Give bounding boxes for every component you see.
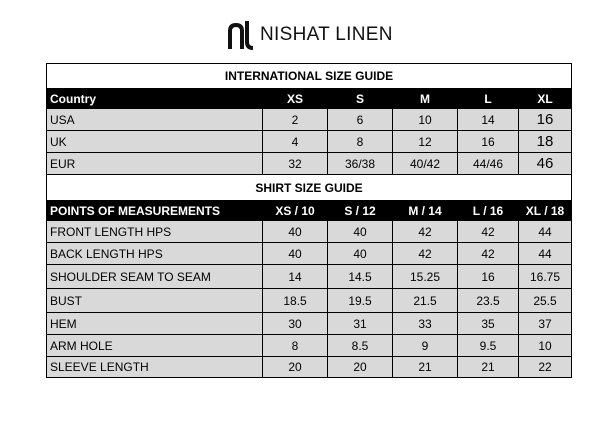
table-cell: 14 [458, 109, 519, 131]
brand-name: NISHAT LINEN [260, 24, 393, 45]
header-cell: XL / 18 [519, 201, 572, 221]
table-cell: 8 [328, 131, 393, 153]
nishat-linen-logo-mark-icon [228, 20, 256, 50]
international-header-row [47, 89, 572, 109]
row-label: HEM [47, 313, 263, 335]
table-cell: 2 [263, 109, 328, 131]
table-cell: 8.5 [328, 335, 393, 357]
table-cell: 21 [458, 357, 519, 378]
table-row [47, 109, 572, 131]
row-label: SHOULDER SEAM TO SEAM [47, 265, 263, 289]
table-cell: 20 [263, 357, 328, 378]
table-cell: 42 [458, 221, 519, 243]
table-cell: 18.5 [263, 289, 328, 313]
table-cell: 19.5 [328, 289, 393, 313]
table-cell: 32 [263, 153, 328, 175]
table-cell: 36/38 [328, 153, 393, 175]
table-cell: 23.5 [458, 289, 519, 313]
header-cell: S [328, 89, 393, 109]
brand-logo [228, 20, 393, 50]
row-label: UK [47, 131, 263, 153]
table-cell: 31 [328, 313, 393, 335]
table-cell: 8 [263, 335, 328, 357]
table-cell: 21.5 [393, 289, 458, 313]
header-cell: XL [519, 89, 572, 109]
row-label: EUR [47, 153, 263, 175]
table-cell: 10 [519, 335, 572, 357]
table-cell: 40/42 [393, 153, 458, 175]
header-cell: M / 14 [393, 201, 458, 221]
table-cell: 16 [458, 131, 519, 153]
table-cell: 16 [519, 109, 572, 131]
header-cell: L / 16 [458, 201, 519, 221]
table-cell: 14 [263, 265, 328, 289]
table-cell: 16 [458, 265, 519, 289]
shirt-header-row [47, 201, 572, 221]
shirt-title-row [47, 175, 572, 201]
table-cell: 40 [263, 221, 328, 243]
row-label: BUST [47, 289, 263, 313]
table-cell: 33 [393, 313, 458, 335]
header-cell: XS / 10 [263, 201, 328, 221]
table-cell: 21 [393, 357, 458, 378]
table-cell: 15.25 [393, 265, 458, 289]
table-row [47, 265, 572, 289]
table-cell: 42 [458, 243, 519, 265]
table-row [47, 357, 572, 378]
table-cell: 25.5 [519, 289, 572, 313]
table-cell: 40 [328, 243, 393, 265]
header-cell: M [393, 89, 458, 109]
row-label: ARM HOLE [47, 335, 263, 357]
header-cell: L [458, 89, 519, 109]
table-cell: 9 [393, 335, 458, 357]
table-cell: 42 [393, 221, 458, 243]
table-row [47, 153, 572, 175]
table-cell: 30 [263, 313, 328, 335]
header-cell: Country [47, 89, 263, 109]
table-cell: 42 [393, 243, 458, 265]
table-cell: 10 [393, 109, 458, 131]
table-row [47, 221, 572, 243]
header-cell: S / 12 [328, 201, 393, 221]
table-cell: 44/46 [458, 153, 519, 175]
table-cell: 9.5 [458, 335, 519, 357]
table-cell: 12 [393, 131, 458, 153]
table-row [47, 313, 572, 335]
table-cell: 22 [519, 357, 572, 378]
table-cell: 35 [458, 313, 519, 335]
table-cell: 18 [519, 131, 572, 153]
table-cell: 37 [519, 313, 572, 335]
table-cell: 16.75 [519, 265, 572, 289]
international-title-row [47, 64, 572, 89]
table-cell: 14.5 [328, 265, 393, 289]
table-row [47, 335, 572, 357]
table-cell: 6 [328, 109, 393, 131]
international-title: INTERNATIONAL SIZE GUIDE [47, 64, 572, 89]
shirt-title: SHIRT SIZE GUIDE [47, 175, 572, 201]
table-cell: 20 [328, 357, 393, 378]
row-label: USA [47, 109, 263, 131]
row-label: BACK LENGTH HPS [47, 243, 263, 265]
header-cell: XS [263, 89, 328, 109]
table-cell: 40 [328, 221, 393, 243]
row-label: SLEEVE LENGTH [47, 357, 263, 378]
table-cell: 44 [519, 221, 572, 243]
table-cell: 46 [519, 153, 572, 175]
table-row [47, 131, 572, 153]
table-cell: 4 [263, 131, 328, 153]
table-row [47, 243, 572, 265]
table-cell: 40 [263, 243, 328, 265]
table-cell: 44 [519, 243, 572, 265]
row-label: FRONT LENGTH HPS [47, 221, 263, 243]
size-guide-table [46, 63, 572, 378]
table-row [47, 289, 572, 313]
header-cell: POINTS OF MEASUREMENTS [47, 201, 263, 221]
